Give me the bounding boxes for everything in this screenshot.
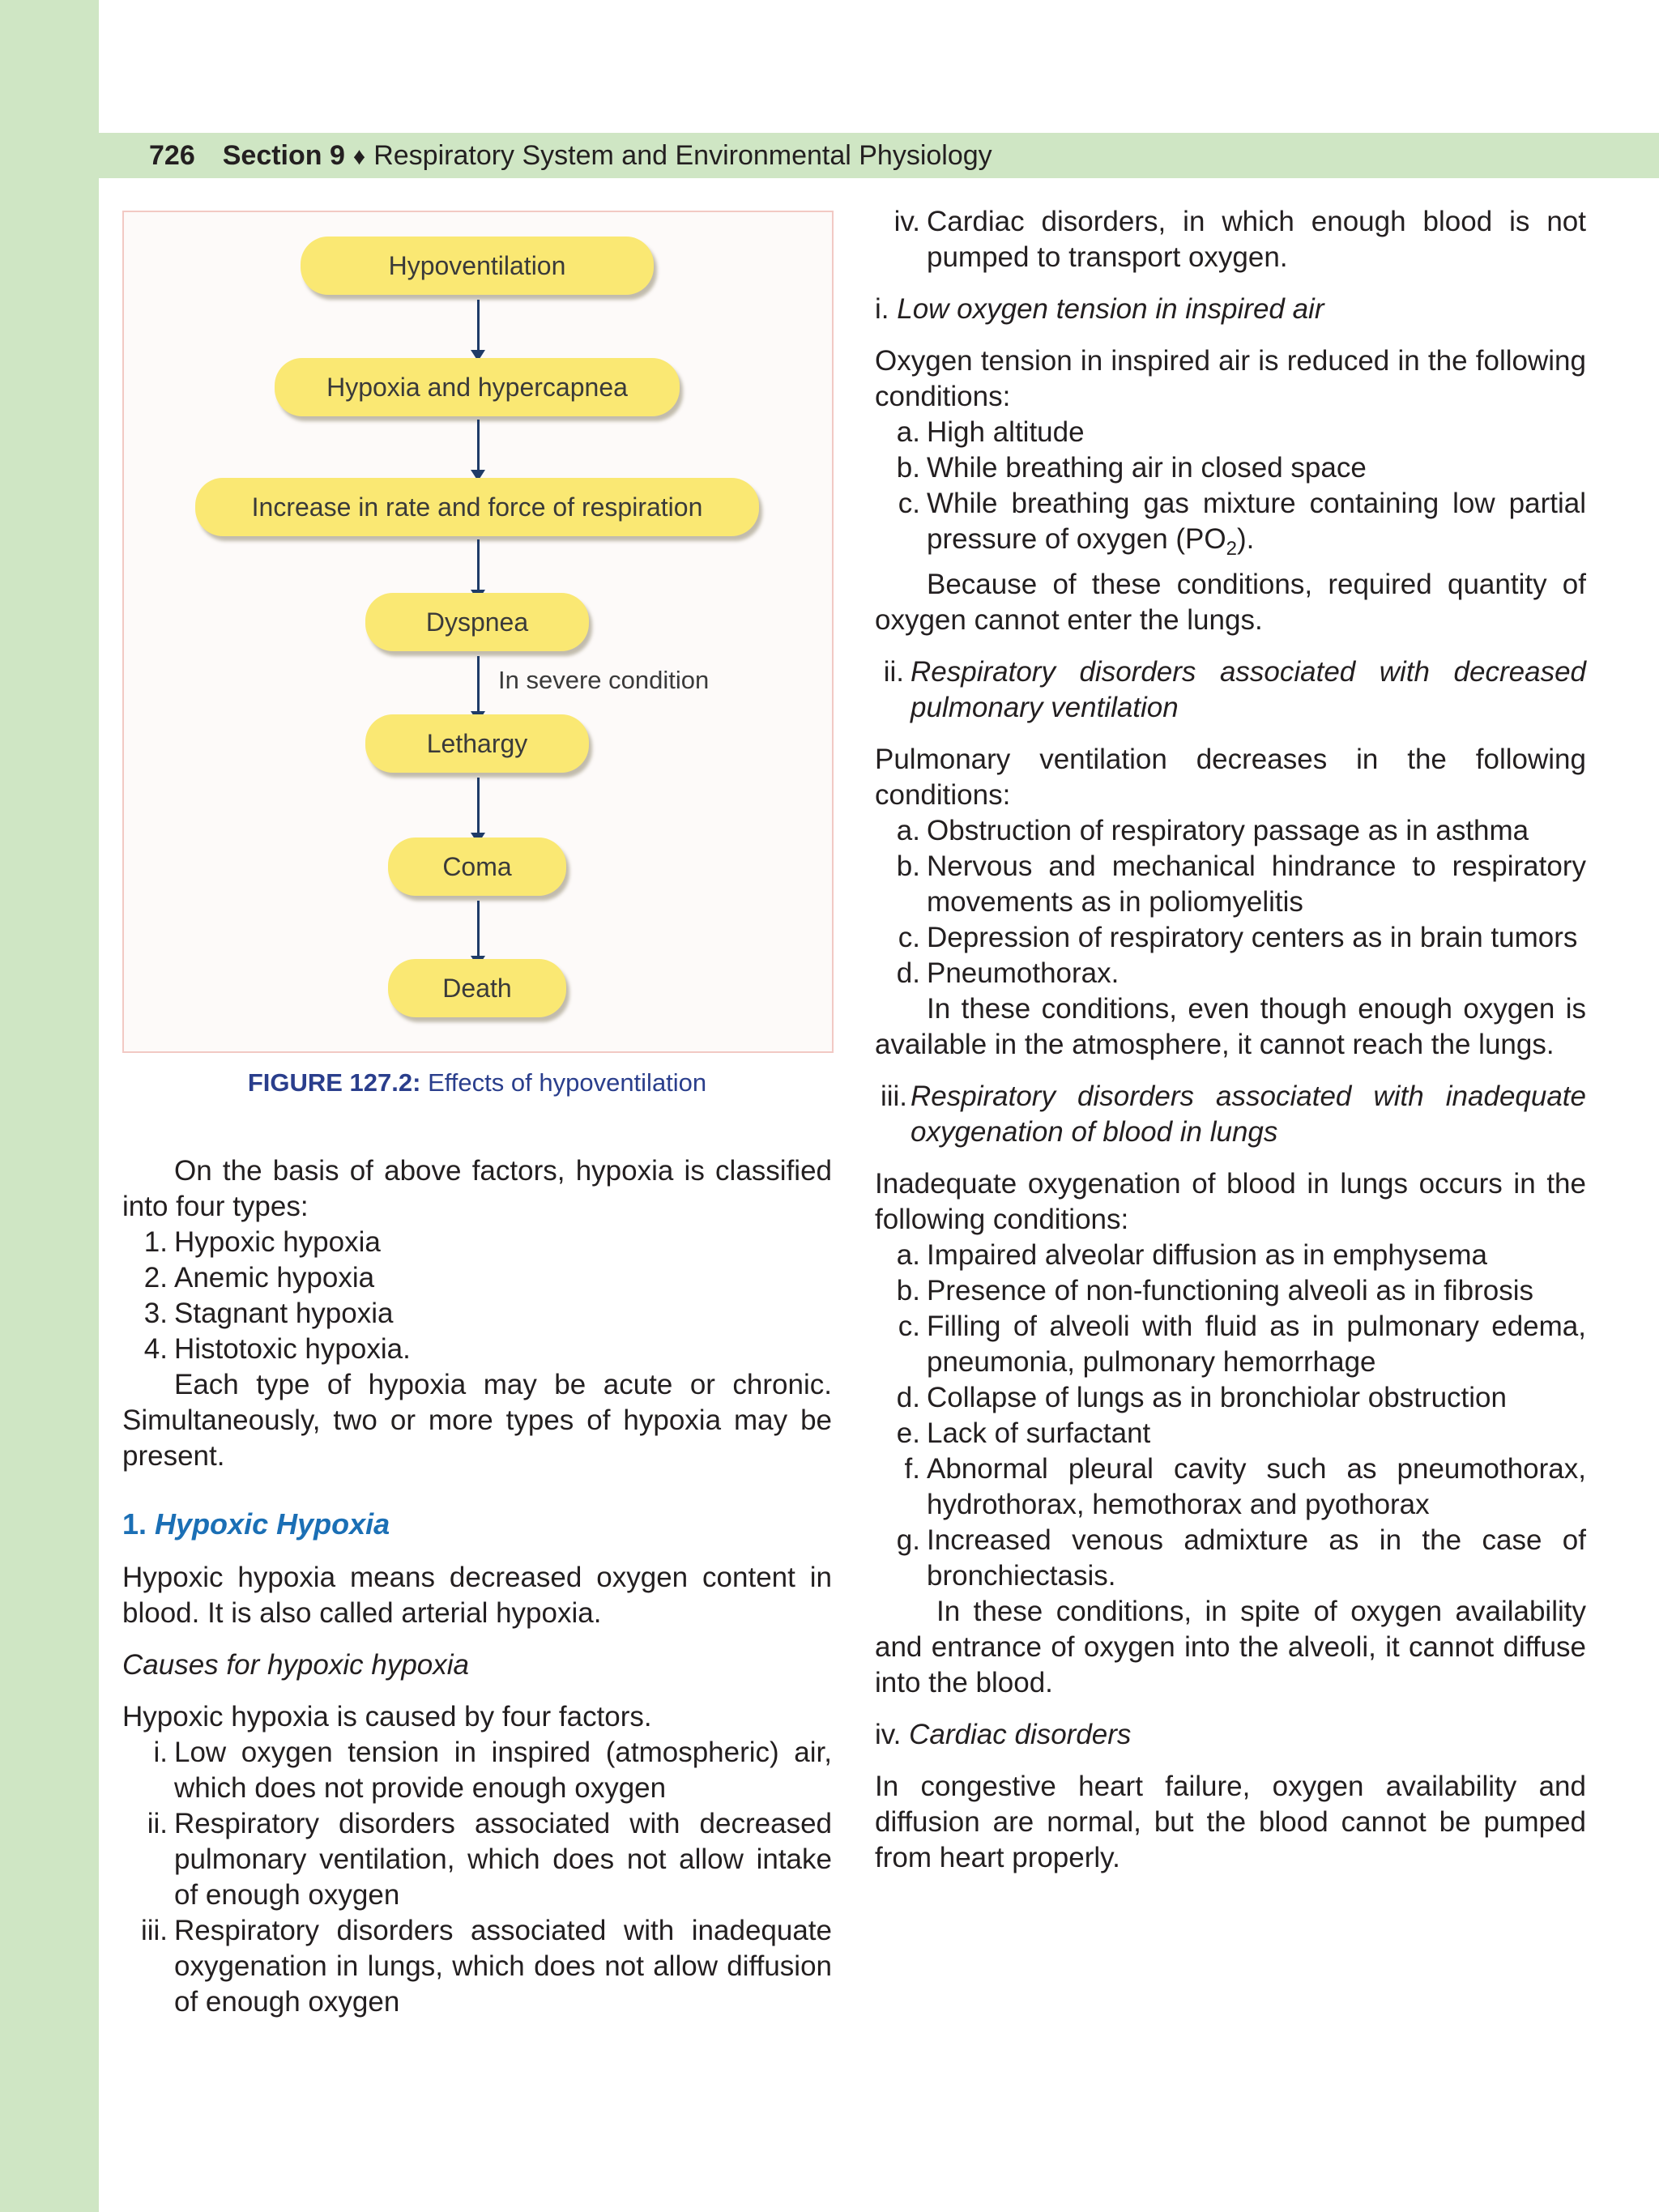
- list-item: g. Increased venous admixture as in the case of bronchiectasis.: [896, 1524, 1586, 1592]
- list-item: c. Filling of alveoli with fluid as in pulmonary edema, pneumonia, pulmonary hemorrhage: [898, 1311, 1586, 1378]
- flow-arrow: [477, 656, 480, 714]
- subsection-text: In congestive heart failure, oxygen availability and diffusion are normal, but the blood cannot be pumped from heart properly.: [875, 1771, 1586, 1873]
- flow-node-dyspnea: Dyspnea: [365, 593, 589, 651]
- list-item: c. While breathing gas mixture containing low partial pressure of oxygen $(PO_2)$.: [898, 488, 1586, 560]
- causes-intro: Hypoxic hypoxia is caused by four factors.: [122, 1701, 652, 1733]
- severe-condition-note: In severe condition: [498, 666, 710, 694]
- subsection-intro: Inadequate oxygenation of blood in lungs occurs in the following conditions:: [875, 1168, 1586, 1235]
- list-item: iii. Respiratory disorders associated with inadequate oxygenation in lungs, which does not allow diffusion of enough oxygen: [140, 1915, 832, 2018]
- subsection-heading: ii. Respiratory disorders associated with decreased pulmonary ventilation: [883, 656, 1586, 723]
- list-item: a. High altitude: [896, 416, 1085, 448]
- flow-node-hypoventilation: Hypoventilation: [301, 237, 654, 295]
- list-item: b. Nervous and mechanical hindrance to respiratory movements as in poliomyelitis: [896, 850, 1586, 918]
- flow-arrow: [477, 420, 480, 473]
- subsection-heading: iii. Respiratory disorders associated with inadequate oxygenation of blood in lungs: [880, 1080, 1586, 1148]
- list-item: ii. Respiratory disorders associated with decreased pulmonary ventilation, which does not allow intake of enough oxygen: [147, 1808, 832, 1911]
- diamond-icon: ♦: [352, 143, 366, 170]
- list-item: c. Depression of respiratory centers as in brain tumors: [898, 922, 1578, 953]
- list-item: e. Lack of surfactant: [896, 1417, 1151, 1449]
- section-label: Section 9: [222, 140, 345, 171]
- subsection-heading: iv. Cardiac disorders: [875, 1719, 1132, 1750]
- page-number: 726: [149, 140, 195, 171]
- flow-arrow: [477, 300, 480, 353]
- subsection-outro: In these conditions, even though enough oxygen is available in the atmosphere, it cannot reach the lungs.: [875, 993, 1586, 1060]
- flow-node-increase-rate: Increase in rate and force of respiration: [195, 478, 759, 536]
- list-item: b. Presence of non-functioning alveoli as in fibrosis: [896, 1275, 1534, 1306]
- figure-caption-label: FIGURE 127.2:: [247, 1068, 421, 1097]
- list-item: d. Pneumothorax.: [896, 957, 1120, 989]
- types-intro: On the basis of above factors, hypoxia is classified into four types:: [122, 1155, 832, 1222]
- cause-iv-item: iv. Cardiac disorders, in which enough blood is not pumped to transport oxygen.: [893, 206, 1586, 273]
- flow-node-death: Death: [388, 959, 566, 1017]
- flow-node-lethargy: Lethargy: [365, 714, 589, 773]
- flow-node-coma: Coma: [388, 837, 566, 896]
- list-item: a. Obstruction of respiratory passage as in asthma: [896, 815, 1529, 846]
- list-item: 2. Anemic hypoxia: [143, 1262, 375, 1294]
- flowchart-figure: [122, 211, 834, 1053]
- side-strip: [0, 0, 99, 2212]
- section-heading-hypoxic-hypoxia: 1. Hypoxic Hypoxia: [122, 1507, 390, 1541]
- definition-paragraph: Hypoxic hypoxia means decreased oxygen content in blood. It is also called arterial hypoxia.: [122, 1562, 832, 1629]
- section-title: Respiratory System and Environmental Physiology: [373, 140, 992, 171]
- flow-arrow: [477, 539, 480, 593]
- flow-node-hypoxia: Hypoxia and hypercapnea: [275, 358, 680, 416]
- figure-caption: [122, 1068, 832, 1097]
- subsection-heading: i. Low oxygen tension in inspired air: [875, 293, 1324, 325]
- subsection-outro: In these conditions, in spite of oxygen availability and entrance of oxygen into the alveoli, it cannot diffuse into the blood.: [875, 1596, 1586, 1698]
- right-column: [875, 204, 1586, 1876]
- list-item: b. While breathing air in closed space: [896, 452, 1367, 484]
- list-item: f. Abnormal pleural cavity such as pneumothorax, hydrothorax, hemothorax and pyothorax: [904, 1453, 1586, 1520]
- subsection-intro: Pulmonary ventilation decreases in the following conditions:: [875, 744, 1586, 811]
- list-item: a. Impaired alveolar diffusion as in emphysema: [896, 1239, 1487, 1271]
- subsection-outro: Because of these conditions, required quantity of oxygen cannot enter the lungs.: [875, 569, 1586, 636]
- figure-caption-text: Effects of hypoventilation: [428, 1068, 707, 1097]
- list-item: d. Collapse of lungs as in bronchiolar obstruction: [896, 1382, 1507, 1413]
- causes-heading: Causes for hypoxic hypoxia: [122, 1649, 469, 1681]
- list-item: 4. Histotoxic hypoxia.: [143, 1333, 411, 1365]
- list-item: 3. Stagnant hypoxia: [143, 1298, 394, 1329]
- flow-arrow: [477, 901, 480, 959]
- subsection-intro: Oxygen tension in inspired air is reduced in the following conditions:: [875, 345, 1586, 412]
- flow-arrow: [477, 778, 480, 836]
- list-item: i. Low oxygen tension in inspired (atmospheric) air, which does not provide enough oxygen: [153, 1737, 832, 1804]
- running-header: [149, 133, 992, 178]
- list-item: 1. Hypoxic hypoxia: [143, 1226, 381, 1258]
- acute-chronic-paragraph: Each type of hypoxia may be acute or chronic. Simultaneously, two or more types of hypoxia may be present.: [122, 1369, 832, 1472]
- left-column: [122, 1153, 832, 2020]
